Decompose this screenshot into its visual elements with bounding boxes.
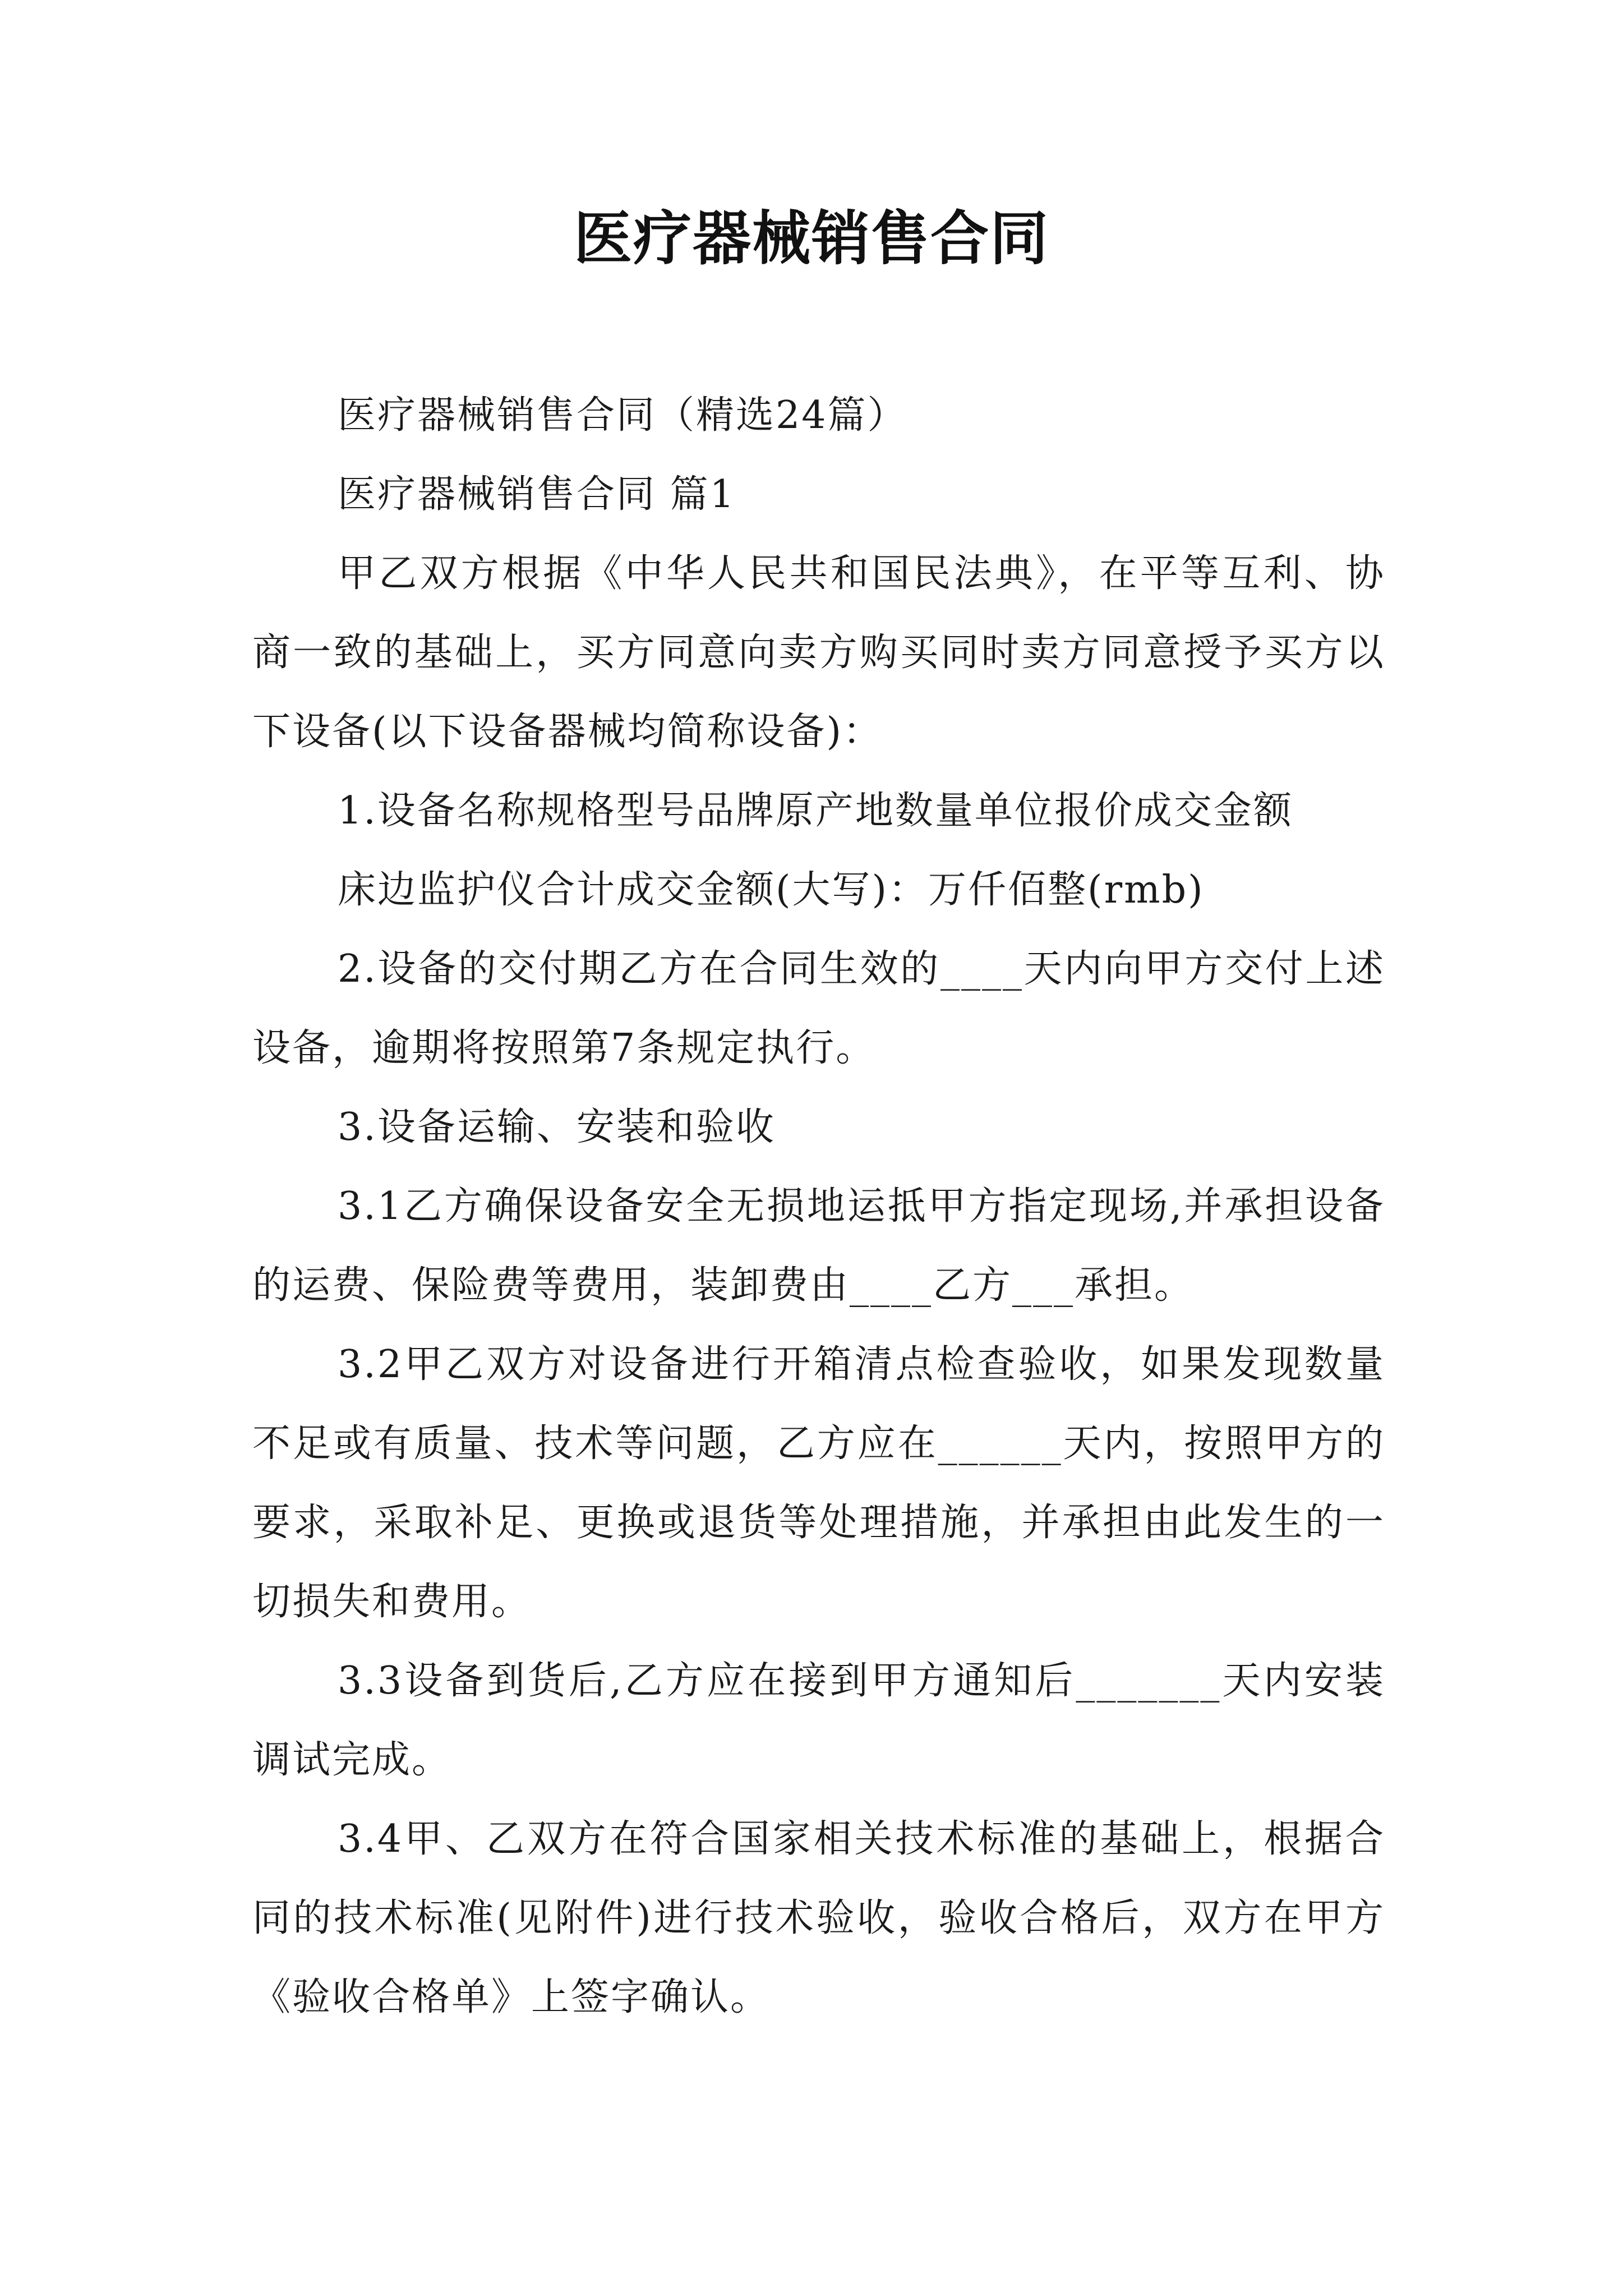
document-title: 医疗器械销售合同 — [573, 204, 1049, 273]
paragraph-preamble: 甲乙双方根据《中华人民共和国民法典》，在平等互利、协商一致的基础上，买方同意向卖方购买同时卖方同意授予买方以下设备(以下设备器械均简称设备)： — [252, 551, 1385, 754]
paragraph-clause-3: 3.设备运输、安装和验收 — [338, 1105, 776, 1149]
paragraph-section-heading: 医疗器械销售合同 篇1 — [338, 472, 736, 517]
paragraph-clause-3-1: 3.1乙方确保设备安全无损地运抵甲方指定现场,并承担设备的运费、保险费等费用，装卸费由____乙方___承担。 — [252, 1184, 1385, 1308]
paragraph-device-total: 床边监护仪合计成交金额(大写)：万仟佰整(rmb) — [338, 868, 1205, 912]
paragraph-clause-2: 2.设备的交付期乙方在合同生效的____天内向甲方交付上述设备，逾期将按照第7条规定执行。 — [252, 947, 1385, 1070]
paragraph-clause-3-2: 3.2甲乙双方对设备进行开箱清点检查验收，如果发现数量不足或有质量、技术等问题，乙方应在______天内，按照甲方的要求，采取补足、更换或退货等处理措施，并承担由此发生的一切损失和费用。 — [252, 1342, 1385, 1624]
paragraph-clause-1: 1.设备名称规格型号品牌原产地数量单位报价成交金额 — [338, 789, 1293, 833]
document-body — [252, 376, 1385, 2037]
paragraph-subtitle: 医疗器械销售合同（精选24篇） — [338, 393, 907, 438]
paragraph-clause-3-4: 3.4甲、乙双方在符合国家相关技术标准的基础上，根据合同的技术标准(见附件)进行技术验收，验收合格后，双方在甲方《验收合格单》上签字确认。 — [252, 1817, 1385, 2019]
paragraph-clause-3-3: 3.3设备到货后,乙方应在接到甲方通知后_______天内安装调试完成。 — [252, 1659, 1385, 1782]
